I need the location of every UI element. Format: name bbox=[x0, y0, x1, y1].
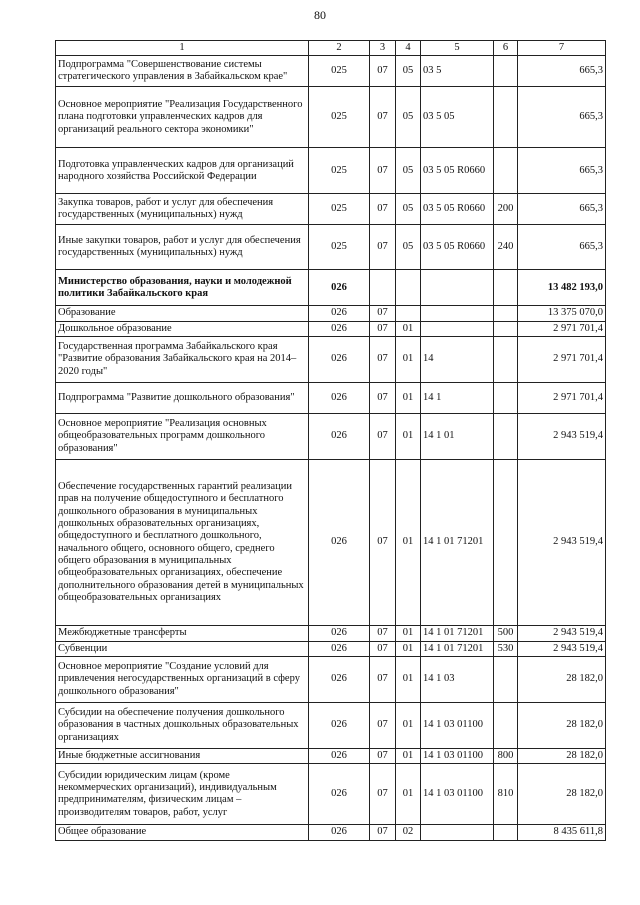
table-row bbox=[56, 56, 606, 87]
table-row bbox=[56, 825, 606, 840]
table-row bbox=[56, 306, 606, 321]
expense-type-cell: 240 bbox=[494, 225, 518, 270]
subsection-cell: 01 bbox=[396, 626, 421, 641]
section-cell: 07 bbox=[370, 383, 396, 414]
budget-table bbox=[55, 40, 606, 841]
target-article-cell: 03 5 05 bbox=[421, 87, 494, 148]
amount-cell: 665,3 bbox=[518, 87, 606, 148]
item-name-cell: Подпрограмма "Совершенствование системы стратегического управления в Забайкальском крае" bbox=[56, 56, 309, 87]
section-cell: 07 bbox=[370, 306, 396, 321]
item-name-cell: Подпрограмма "Развитие дошкольного образования" bbox=[56, 383, 309, 414]
table-row bbox=[56, 87, 606, 148]
expense-type-cell bbox=[494, 825, 518, 840]
amount-cell: 2 971 701,4 bbox=[518, 321, 606, 336]
admin-code-cell: 025 bbox=[309, 194, 370, 225]
item-name-cell: Дошкольное образование bbox=[56, 321, 309, 336]
amount-cell: 28 182,0 bbox=[518, 748, 606, 763]
table-row bbox=[56, 321, 606, 336]
target-article-cell: 14 1 01 71201 bbox=[421, 460, 494, 626]
item-name-cell: Обеспечение государственных гарантий реализации прав на получение общедоступного и бесплатного дошкольного образования в муниципальных дошкольных образовательных организациях, общедоступного и бесплатного дошкольного, начального общего, основного общего, среднего общего образования в муниципальных общеобразовательных организациях, обеспечение дополнительного образования детей в муниципальных общеобразовательных организациях bbox=[56, 460, 309, 626]
admin-code-cell: 026 bbox=[309, 414, 370, 460]
expense-type-cell bbox=[494, 337, 518, 383]
item-name-cell: Подготовка управленческих кадров для организаций народного хозяйства Российской Федерации bbox=[56, 148, 309, 194]
expense-type-cell bbox=[494, 414, 518, 460]
table-row bbox=[56, 748, 606, 763]
target-article-cell: 14 1 bbox=[421, 383, 494, 414]
section-cell: 07 bbox=[370, 656, 396, 702]
target-article-cell: 14 1 01 71201 bbox=[421, 641, 494, 656]
header-cell: 2 bbox=[309, 41, 370, 56]
target-article-cell bbox=[421, 825, 494, 840]
amount-cell: 2 943 519,4 bbox=[518, 460, 606, 626]
header-row bbox=[56, 41, 606, 56]
amount-cell: 2 971 701,4 bbox=[518, 337, 606, 383]
subsection-cell: 05 bbox=[396, 148, 421, 194]
section-cell: 07 bbox=[370, 148, 396, 194]
amount-cell: 13 482 193,0 bbox=[518, 270, 606, 306]
item-name-cell: Образование bbox=[56, 306, 309, 321]
table-row bbox=[56, 656, 606, 702]
table-row bbox=[56, 270, 606, 306]
amount-cell: 665,3 bbox=[518, 194, 606, 225]
item-name-cell: Субсидии на обеспечение получения дошкольного образования в частных дошкольных образовательных организациях bbox=[56, 702, 309, 748]
item-name-cell: Иные закупки товаров, работ и услуг для обеспечения государственных (муниципальных) нужд bbox=[56, 225, 309, 270]
admin-code-cell: 026 bbox=[309, 825, 370, 840]
expense-type-cell: 500 bbox=[494, 626, 518, 641]
expense-type-cell bbox=[494, 321, 518, 336]
amount-cell: 28 182,0 bbox=[518, 656, 606, 702]
subsection-cell: 01 bbox=[396, 702, 421, 748]
subsection-cell: 05 bbox=[396, 56, 421, 87]
amount-cell: 2 943 519,4 bbox=[518, 414, 606, 460]
subsection-cell: 01 bbox=[396, 641, 421, 656]
target-article-cell bbox=[421, 321, 494, 336]
header-cell: 5 bbox=[421, 41, 494, 56]
section-cell: 07 bbox=[370, 748, 396, 763]
item-name-cell: Межбюджетные трансферты bbox=[56, 626, 309, 641]
subsection-cell bbox=[396, 306, 421, 321]
subsection-cell: 01 bbox=[396, 321, 421, 336]
header-cell: 4 bbox=[396, 41, 421, 56]
target-article-cell bbox=[421, 270, 494, 306]
admin-code-cell: 026 bbox=[309, 626, 370, 641]
target-article-cell: 14 1 03 01100 bbox=[421, 748, 494, 763]
subsection-cell: 01 bbox=[396, 460, 421, 626]
item-name-cell: Общее образование bbox=[56, 825, 309, 840]
table-row bbox=[56, 383, 606, 414]
admin-code-cell: 026 bbox=[309, 641, 370, 656]
section-cell: 07 bbox=[370, 87, 396, 148]
subsection-cell: 01 bbox=[396, 764, 421, 825]
expense-type-cell bbox=[494, 148, 518, 194]
admin-code-cell: 025 bbox=[309, 148, 370, 194]
amount-cell: 8 435 611,8 bbox=[518, 825, 606, 840]
admin-code-cell: 026 bbox=[309, 321, 370, 336]
section-cell: 07 bbox=[370, 702, 396, 748]
target-article-cell: 03 5 bbox=[421, 56, 494, 87]
subsection-cell bbox=[396, 270, 421, 306]
target-article-cell: 03 5 05 R0660 bbox=[421, 194, 494, 225]
amount-cell: 2 943 519,4 bbox=[518, 626, 606, 641]
admin-code-cell: 026 bbox=[309, 306, 370, 321]
header-cell: 6 bbox=[494, 41, 518, 56]
amount-cell: 665,3 bbox=[518, 225, 606, 270]
section-cell: 07 bbox=[370, 321, 396, 336]
subsection-cell: 01 bbox=[396, 383, 421, 414]
subsection-cell: 05 bbox=[396, 225, 421, 270]
subsection-cell: 05 bbox=[396, 194, 421, 225]
admin-code-cell: 026 bbox=[309, 270, 370, 306]
item-name-cell: Субвенции bbox=[56, 641, 309, 656]
amount-cell: 2 943 519,4 bbox=[518, 641, 606, 656]
expense-type-cell bbox=[494, 56, 518, 87]
expense-type-cell bbox=[494, 306, 518, 321]
amount-cell: 2 971 701,4 bbox=[518, 383, 606, 414]
section-cell: 07 bbox=[370, 414, 396, 460]
target-article-cell: 03 5 05 R0660 bbox=[421, 148, 494, 194]
target-article-cell: 14 1 01 bbox=[421, 414, 494, 460]
admin-code-cell: 026 bbox=[309, 764, 370, 825]
header-cell: 1 bbox=[56, 41, 309, 56]
section-cell: 07 bbox=[370, 641, 396, 656]
table-row bbox=[56, 148, 606, 194]
table-row bbox=[56, 225, 606, 270]
expense-type-cell bbox=[494, 383, 518, 414]
expense-type-cell bbox=[494, 270, 518, 306]
section-cell bbox=[370, 270, 396, 306]
table-body bbox=[56, 41, 606, 841]
amount-cell: 28 182,0 bbox=[518, 764, 606, 825]
subsection-cell: 05 bbox=[396, 87, 421, 148]
target-article-cell: 14 1 03 01100 bbox=[421, 702, 494, 748]
section-cell: 07 bbox=[370, 56, 396, 87]
item-name-cell: Государственная программа Забайкальского края "Развитие образования Забайкальского края на 2014–2020 годы" bbox=[56, 337, 309, 383]
item-name-cell: Основное мероприятие "Реализация основных общеобразовательных программ дошкольного образования" bbox=[56, 414, 309, 460]
amount-cell: 28 182,0 bbox=[518, 702, 606, 748]
expense-type-cell: 200 bbox=[494, 194, 518, 225]
expense-type-cell: 810 bbox=[494, 764, 518, 825]
item-name-cell: Министерство образования, науки и молодежной политики Забайкальского края bbox=[56, 270, 309, 306]
subsection-cell: 01 bbox=[396, 748, 421, 763]
section-cell: 07 bbox=[370, 764, 396, 825]
section-cell: 07 bbox=[370, 337, 396, 383]
expense-type-cell bbox=[494, 460, 518, 626]
target-article-cell: 14 1 03 01100 bbox=[421, 764, 494, 825]
amount-cell: 665,3 bbox=[518, 148, 606, 194]
table-row bbox=[56, 460, 606, 626]
item-name-cell: Иные бюджетные ассигнования bbox=[56, 748, 309, 763]
subsection-cell: 01 bbox=[396, 414, 421, 460]
item-name-cell: Субсидии юридическим лицам (кроме некоммерческих организаций), индивидуальным предпринимателям, физическим лицам – производителям товаров, работ, услуг bbox=[56, 764, 309, 825]
amount-cell: 665,3 bbox=[518, 56, 606, 87]
subsection-cell: 01 bbox=[396, 337, 421, 383]
target-article-cell: 14 bbox=[421, 337, 494, 383]
amount-cell: 13 375 070,0 bbox=[518, 306, 606, 321]
admin-code-cell: 026 bbox=[309, 383, 370, 414]
admin-code-cell: 025 bbox=[309, 225, 370, 270]
admin-code-cell: 026 bbox=[309, 702, 370, 748]
admin-code-cell: 025 bbox=[309, 56, 370, 87]
target-article-cell: 14 1 03 bbox=[421, 656, 494, 702]
target-article-cell: 03 5 05 R0660 bbox=[421, 225, 494, 270]
subsection-cell: 02 bbox=[396, 825, 421, 840]
admin-code-cell: 026 bbox=[309, 748, 370, 763]
item-name-cell: Основное мероприятие "Создание условий для привлечения негосударственных организаций в сферу дошкольного образования" bbox=[56, 656, 309, 702]
table-row bbox=[56, 337, 606, 383]
item-name-cell: Закупка товаров, работ и услуг для обеспечения государственных (муниципальных) нужд bbox=[56, 194, 309, 225]
header-cell: 3 bbox=[370, 41, 396, 56]
target-article-cell bbox=[421, 306, 494, 321]
expense-type-cell: 530 bbox=[494, 641, 518, 656]
header-cell: 7 bbox=[518, 41, 606, 56]
expense-type-cell: 800 bbox=[494, 748, 518, 763]
table-row bbox=[56, 702, 606, 748]
table-row bbox=[56, 414, 606, 460]
item-name-cell: Основное мероприятие "Реализация Государственного плана подготовки управленческих кадров для организаций реального сектора экономики" bbox=[56, 87, 309, 148]
table-row bbox=[56, 641, 606, 656]
section-cell: 07 bbox=[370, 460, 396, 626]
expense-type-cell bbox=[494, 656, 518, 702]
section-cell: 07 bbox=[370, 225, 396, 270]
subsection-cell: 01 bbox=[396, 656, 421, 702]
admin-code-cell: 025 bbox=[309, 87, 370, 148]
target-article-cell: 14 1 01 71201 bbox=[421, 626, 494, 641]
section-cell: 07 bbox=[370, 825, 396, 840]
admin-code-cell: 026 bbox=[309, 337, 370, 383]
expense-type-cell bbox=[494, 702, 518, 748]
table-row bbox=[56, 194, 606, 225]
expense-type-cell bbox=[494, 87, 518, 148]
admin-code-cell: 026 bbox=[309, 460, 370, 626]
table-row bbox=[56, 626, 606, 641]
table-row bbox=[56, 764, 606, 825]
page-number: 80 bbox=[314, 8, 326, 22]
section-cell: 07 bbox=[370, 626, 396, 641]
admin-code-cell: 026 bbox=[309, 656, 370, 702]
section-cell: 07 bbox=[370, 194, 396, 225]
